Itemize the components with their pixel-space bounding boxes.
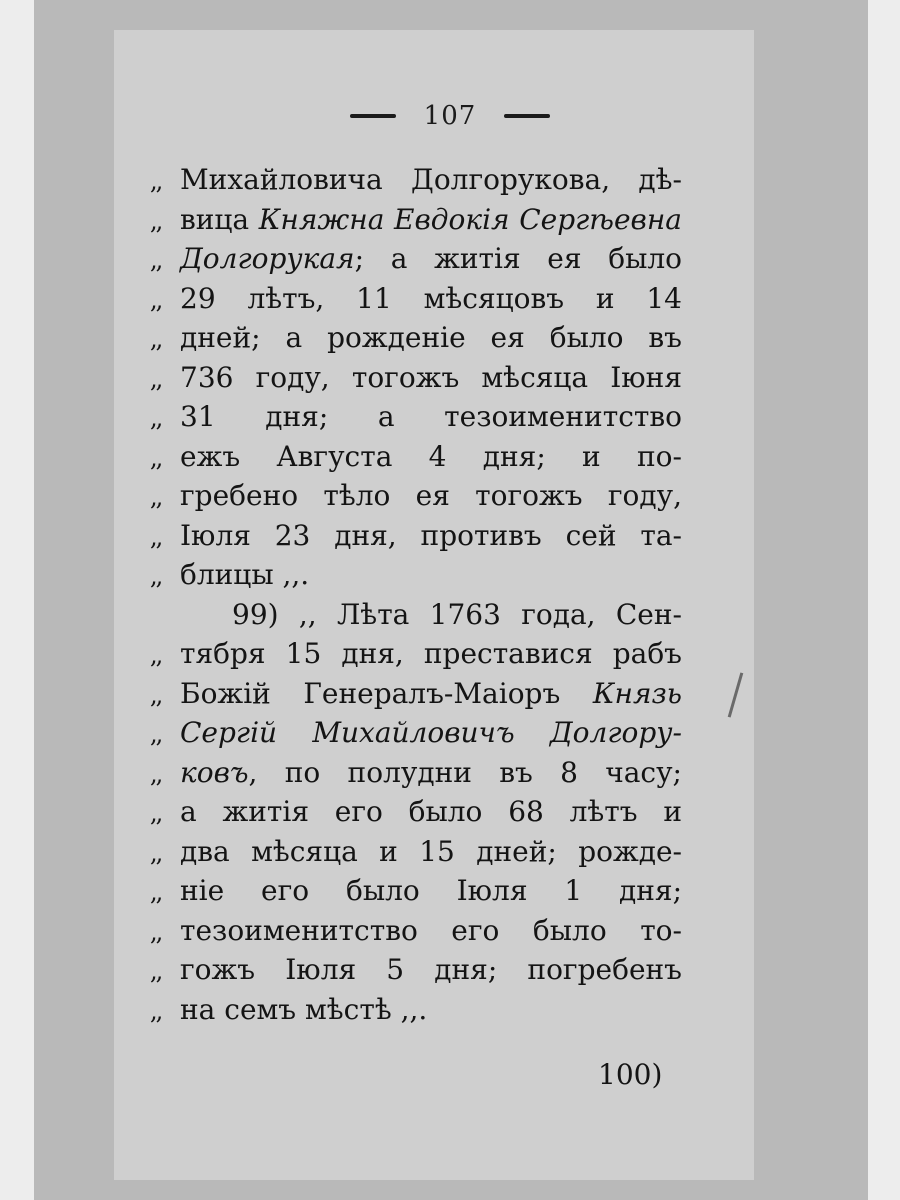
text-segment: 736 году, тогожъ мѣсяца Іюня xyxy=(180,360,682,394)
text-line xyxy=(150,832,682,872)
line-quote-mark: ,, xyxy=(150,325,162,353)
line-text xyxy=(180,911,682,951)
line-text xyxy=(180,397,682,437)
text-segment: блицы ,,. xyxy=(180,558,310,591)
text-line xyxy=(150,595,682,635)
line-quote-mark: ,, xyxy=(150,167,162,195)
text-segment: тября 15 дня, преставися рабъ xyxy=(180,637,682,670)
line-text xyxy=(180,318,682,358)
line-text xyxy=(180,792,682,832)
text-line xyxy=(150,634,682,674)
line-text xyxy=(180,200,682,240)
text-line xyxy=(150,753,682,793)
line-text xyxy=(180,555,682,595)
text-segment: ; а житія ея было xyxy=(354,242,682,275)
text-segment: вица xyxy=(180,202,259,236)
text-line xyxy=(150,318,682,358)
text-line xyxy=(150,713,682,753)
page-header xyxy=(0,100,900,132)
line-text xyxy=(180,832,682,872)
text-line xyxy=(150,516,682,556)
text-line xyxy=(150,911,682,951)
line-quote-mark: ,, xyxy=(150,720,162,748)
text-segment: Михайловича Долгорукова, дѣ- xyxy=(180,163,682,196)
line-quote-mark: ,, xyxy=(150,680,162,709)
line-text xyxy=(180,634,682,674)
text-segment: два мѣсяца и 15 дней; рожде- xyxy=(180,834,682,868)
line-text xyxy=(180,871,682,911)
text-segment: , по полудни въ 8 часу; xyxy=(248,755,682,789)
text-line xyxy=(150,200,682,240)
text-line xyxy=(150,871,682,911)
text-segment: 29 лѣтъ, 11 мѣсяцовъ и 14 xyxy=(180,281,682,315)
line-quote-mark: ,, xyxy=(150,206,162,235)
text-segment: Іюля 23 дня, противъ сей та- xyxy=(180,518,682,552)
text-segment: ежъ Августа 4 дня; и по- xyxy=(180,439,682,473)
text-line xyxy=(150,437,682,477)
text-line xyxy=(150,792,682,832)
line-quote-mark: ,, xyxy=(150,878,162,906)
text-line xyxy=(150,990,682,1030)
line-quote-mark: ,, xyxy=(150,917,162,946)
line-text xyxy=(180,160,682,200)
line-text xyxy=(180,239,682,279)
text-line xyxy=(150,950,682,990)
text-line xyxy=(150,555,682,595)
text-segment: а житія его было 68 лѣтъ и xyxy=(180,795,682,828)
italic-text: Долгорукая xyxy=(180,242,355,275)
line-quote-mark: ,, xyxy=(150,285,162,314)
line-text xyxy=(180,516,682,556)
header-rule-right xyxy=(504,114,550,118)
line-text xyxy=(180,990,682,1030)
text-line xyxy=(150,397,682,437)
italic-text: Князь xyxy=(592,676,682,710)
line-text xyxy=(180,437,682,477)
line-quote-mark: ,, xyxy=(150,483,162,511)
text-segment: на семъ мѣстѣ ,,. xyxy=(180,992,428,1026)
line-quote-mark: ,, xyxy=(150,759,162,788)
line-quote-mark: ,, xyxy=(150,957,162,985)
italic-text: ковъ xyxy=(180,755,249,789)
line-quote-mark: ,, xyxy=(150,246,162,274)
text-segment: Божій Генералъ-Маіоръ xyxy=(180,676,593,710)
text-line xyxy=(150,674,682,714)
text-segment: гожъ Іюля 5 дня; погребенъ xyxy=(180,953,682,986)
text-segment: гребено тѣло ея тогожъ году, xyxy=(180,479,682,512)
line-text xyxy=(180,713,682,753)
text-line xyxy=(150,358,682,398)
line-text xyxy=(180,595,682,635)
line-text xyxy=(180,279,682,319)
text-line xyxy=(150,476,682,516)
header-rule-left xyxy=(350,114,396,118)
page-number: 107 xyxy=(423,101,477,131)
text-line xyxy=(150,160,682,200)
italic-text: Княжна Евдокія Сергѣевна xyxy=(258,202,682,236)
text-line xyxy=(150,239,682,279)
italic-text: Сергій Михайловичъ Долгору- xyxy=(180,716,682,749)
catchword: 100) xyxy=(598,1058,663,1091)
text-segment: тезоименитство его было то- xyxy=(180,913,682,947)
line-quote-mark: ,, xyxy=(150,404,162,432)
body-text xyxy=(150,160,682,1029)
text-line xyxy=(150,279,682,319)
text-segment: дней; а рожденіе ея было въ xyxy=(180,321,682,354)
text-segment: ніе его было Іюля 1 дня; xyxy=(180,874,682,907)
line-text xyxy=(180,476,682,516)
line-quote-mark: ,, xyxy=(150,799,162,827)
text-segment: 31 дня; а тезоименитство xyxy=(180,400,682,433)
line-text xyxy=(180,358,682,398)
line-text xyxy=(180,950,682,990)
line-text xyxy=(180,753,682,793)
line-quote-mark: ,, xyxy=(150,522,162,551)
line-quote-mark: ,, xyxy=(150,641,162,669)
line-quote-mark: ,, xyxy=(150,996,162,1025)
line-quote-mark: ,, xyxy=(150,562,162,590)
line-quote-mark: ,, xyxy=(150,838,162,867)
text-segment: 99) ,, Лѣта 1763 года, Сен- xyxy=(232,597,682,631)
line-text xyxy=(180,674,682,714)
line-quote-mark: ,, xyxy=(150,364,162,393)
line-quote-mark: ,, xyxy=(150,443,162,472)
